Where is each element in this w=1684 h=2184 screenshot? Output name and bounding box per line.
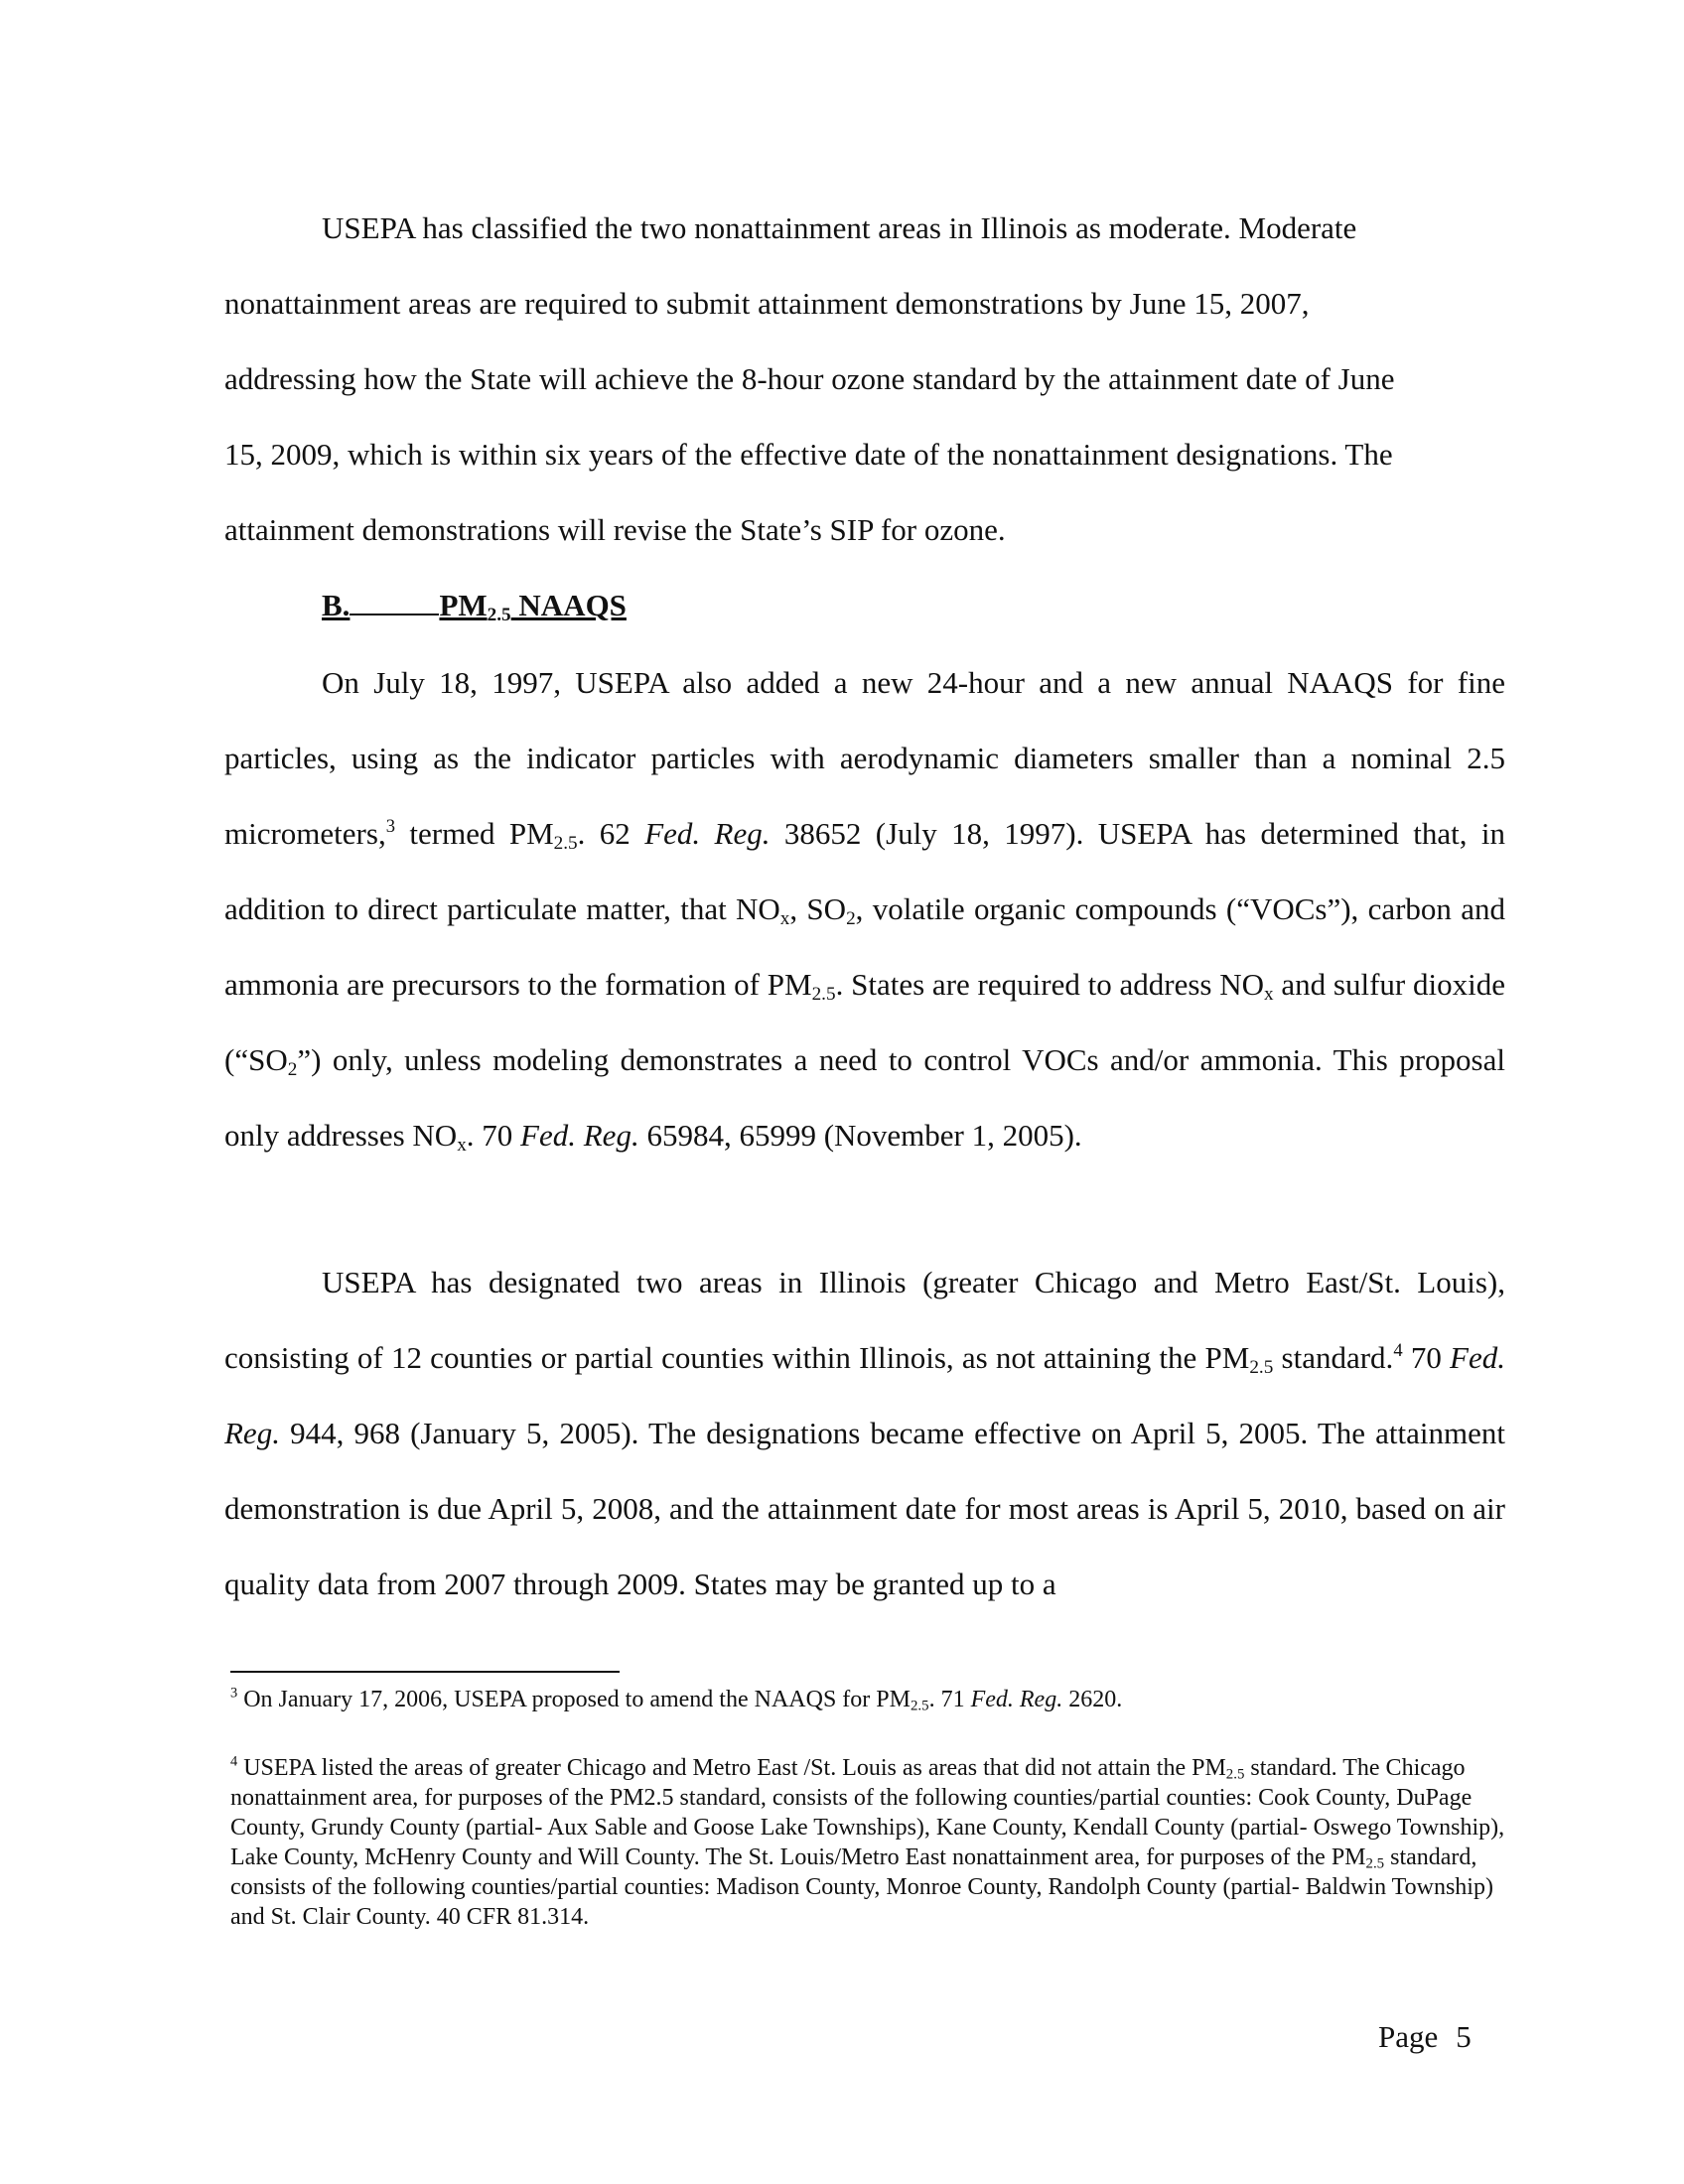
footnote-4: $^4$ USEPA listed the areas of greater Chicago and Metro East /St. Louis as areas that did not attain the $PM_{2.5}$ standard. The Chicago nonattainment area, for purposes of the PM2.5 standard, consists of the following counties/partial counties: Cook County, DuPage County, Grundy County (partial- Aux Sable and Goose Lake Townships), Kane County, Kendall County (partial- Oswego Township), Lake County, McHenry County and Will County. The St. Louis/Metro East nonattainment area, for purposes of the $PM_{2.5}$ standard, consists of the following counties/partial counties: Madison County, Monroe County, Randolph County (partial- Baldwin Township) and St. Clair County. 40 CFR 81.314. — [230, 1753, 1505, 1930]
para3-text: USEPA has designated two areas in Illinois (greater Chicago and Metro East/St. Louis), consisting of 12 counties or partial counties within Illinois, as not attaining the $PM_{2.5}$ standard.$^4$ 70 Fed. Reg. 944, 968 (January 5, 2005). The designations became effective on April 5, 2005. The attainment demonstration is due April 5, 2008, and the attainment date for most areas is April 5, 2010, based on air quality data from 2007 through 2009. States may be granted up to a — [224, 1265, 1505, 1601]
heading-title — [439, 588, 627, 625]
page-number — [1378, 2017, 1472, 2057]
para1-line4: 15, 2009, which is within six years of the effective date of the nonattainment designations. The — [224, 437, 1393, 472]
page-number-value: 5 — [1456, 2019, 1472, 2054]
footnote-3: $^3$ On January 17, 2006, USEPA proposed to amend the NAAQS for $PM_{2.5}$. 71 Fed. Reg. 2620. — [230, 1685, 1123, 1714]
citation-fed-reg: Fed. Reg. — [970, 1687, 1063, 1712]
paragraph-pm25-naaqs — [224, 645, 1505, 1173]
heading-title-prefix: PM — [439, 588, 488, 622]
para1-line1: USEPA has classified the two nonattainment areas in Illinois as moderate. Moderate — [322, 210, 1357, 245]
para1-line2: nonattainment areas are required to submit attainment demonstrations by June 15, 2007, — [224, 286, 1310, 321]
citation-fed-reg: Fed. Reg. — [520, 1118, 639, 1153]
heading-underline-gap — [350, 586, 439, 615]
paragraph-designated-areas — [224, 1245, 1505, 1622]
citation-fed-reg: Fed. Reg. — [644, 816, 771, 851]
citation-fed-reg: Fed. Reg. — [224, 1340, 1505, 1450]
paragraph-ozone-classification — [224, 191, 1505, 568]
footnote-3-number: 3 — [230, 1685, 238, 1702]
footnote-ref-3[interactable]: 3 — [385, 815, 395, 837]
footnote-4-number: 4 — [230, 1753, 238, 1770]
heading-title-suffix: NAAQS — [510, 588, 627, 622]
para2-text: On July 18, 1997, USEPA also added a new 24-hour and a new annual NAAQS for fine particles, using as the indicator particles with aerodynamic diameters smaller than a nominal 2.5 micrometers,$^3$ termed $PM_{2.5}$. 62 Fed. Reg. 38652 (July 18, 1997). USEPA has determined that, in addition to direct particulate matter, that $NO_x$, $SO_2$, volatile organic compounds (“VOCs”), carbon and ammonia are precursors to the formation of $PM_{2.5}$. States are required to address $NO_x$ and sulfur dioxide $(“SO_2”)$ only, unless modeling demonstrates a need to control VOCs and/or ammonia. This proposal only addresses $NO_x$. 70 Fed. Reg. 65984, 65999 (November 1, 2005). — [224, 665, 1506, 1156]
para1-line5: attainment demonstrations will revise the State’s SIP for ozone. — [224, 512, 1006, 547]
para1-line3: addressing how the State will achieve the 8-hour ozone standard by the attainment date of June — [224, 361, 1395, 396]
heading-label: B. — [322, 588, 351, 622]
page-number-label: Page — [1378, 2019, 1439, 2054]
heading-title-sub: 2.5 — [487, 604, 511, 625]
footnote-separator — [230, 1671, 620, 1673]
section-heading-pm25 — [322, 586, 627, 625]
footnote-ref-4[interactable]: 4 — [1393, 1339, 1403, 1361]
